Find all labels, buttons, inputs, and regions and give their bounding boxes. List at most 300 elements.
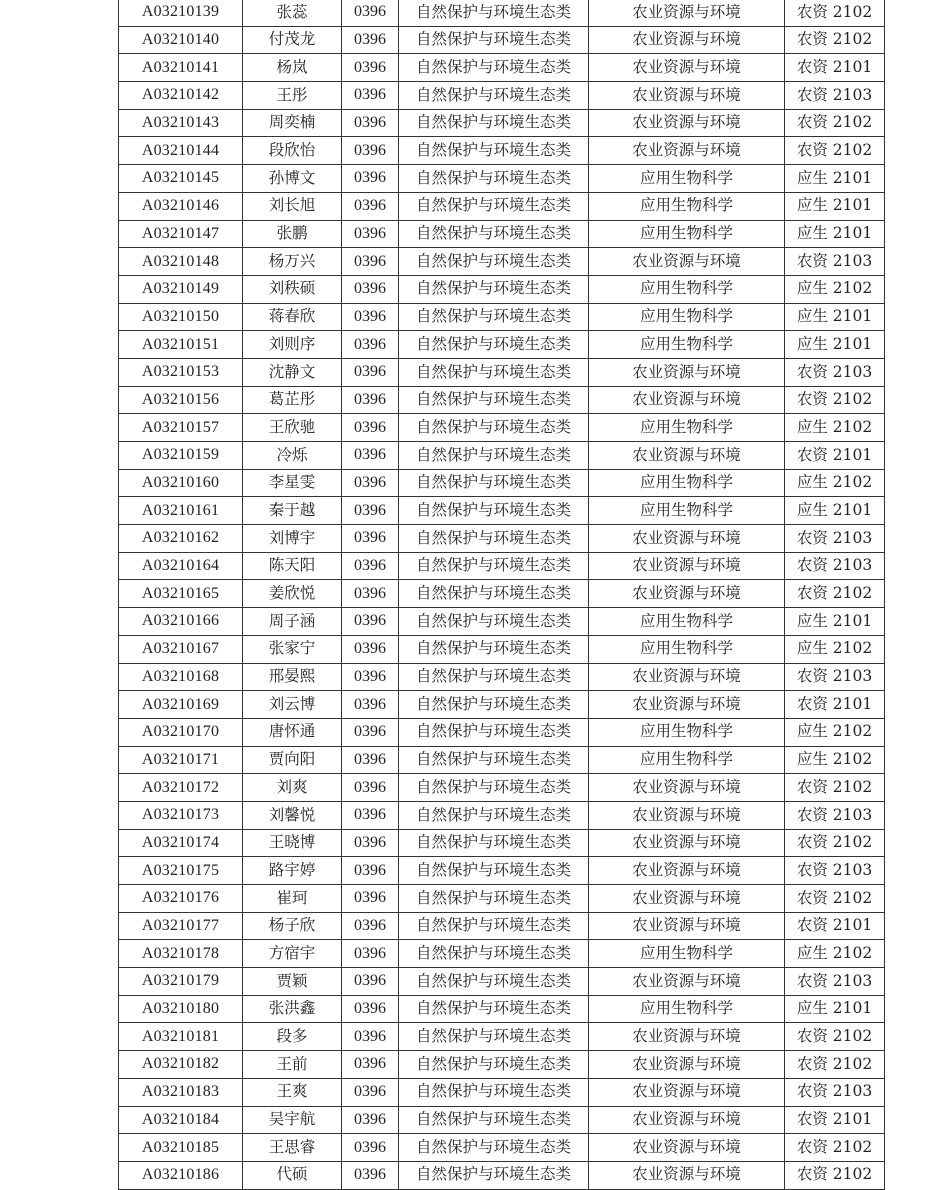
major-cell: 农业资源与环境 (589, 663, 785, 691)
student-id-cell: A03210141 (119, 54, 243, 82)
major-code-cell: 0396 (342, 995, 399, 1023)
category-cell: 自然保护与环境生态类 (399, 497, 589, 525)
category-cell: 自然保护与环境生态类 (399, 0, 589, 26)
class-cell: 应生 2102 (785, 414, 885, 442)
student-id-cell: A03210144 (119, 137, 243, 165)
student-name-cell: 段多 (243, 1023, 342, 1051)
student-name-cell: 吴宇航 (243, 1106, 342, 1134)
table-row (119, 774, 885, 802)
category-cell: 自然保护与环境生态类 (399, 635, 589, 663)
major-cell: 应用生物科学 (589, 469, 785, 497)
major-cell: 农业资源与环境 (589, 912, 785, 940)
class-cell: 应生 2101 (785, 165, 885, 193)
major-code-cell: 0396 (342, 608, 399, 636)
student-id-cell: A03210146 (119, 192, 243, 220)
class-cell: 农资 2103 (785, 525, 885, 553)
table-row (119, 442, 885, 470)
student-id-cell: A03210186 (119, 1161, 243, 1189)
student-name-cell: 刘博宇 (243, 525, 342, 553)
category-cell: 自然保护与环境生态类 (399, 1161, 589, 1189)
table-row (119, 275, 885, 303)
student-id-cell: A03210167 (119, 635, 243, 663)
student-id-cell: A03210184 (119, 1106, 243, 1134)
student-name-cell: 邢晏熙 (243, 663, 342, 691)
major-cell: 农业资源与环境 (589, 248, 785, 276)
class-cell: 应生 2102 (785, 275, 885, 303)
class-cell: 农资 2102 (785, 1051, 885, 1079)
table-row (119, 1134, 885, 1162)
class-cell: 应生 2101 (785, 303, 885, 331)
student-id-cell: A03210149 (119, 275, 243, 303)
category-cell: 自然保护与环境生态类 (399, 1051, 589, 1079)
class-cell: 农资 2102 (785, 0, 885, 26)
major-code-cell: 0396 (342, 525, 399, 553)
category-cell: 自然保护与环境生态类 (399, 109, 589, 137)
student-id-cell: A03210139 (119, 0, 243, 26)
table-row (119, 109, 885, 137)
class-cell: 农资 2102 (785, 774, 885, 802)
major-code-cell: 0396 (342, 1161, 399, 1189)
major-code-cell: 0396 (342, 442, 399, 470)
table-row (119, 192, 885, 220)
student-id-cell: A03210143 (119, 109, 243, 137)
student-name-cell: 周子涵 (243, 608, 342, 636)
category-cell: 自然保护与环境生态类 (399, 414, 589, 442)
table-row (119, 829, 885, 857)
major-code-cell: 0396 (342, 829, 399, 857)
student-name-cell: 沈静文 (243, 358, 342, 386)
table-row (119, 331, 885, 359)
category-cell: 自然保护与环境生态类 (399, 940, 589, 968)
student-name-cell: 刘长旭 (243, 192, 342, 220)
category-cell: 自然保护与环境生态类 (399, 995, 589, 1023)
major-code-cell: 0396 (342, 331, 399, 359)
category-cell: 自然保护与环境生态类 (399, 552, 589, 580)
major-cell: 农业资源与环境 (589, 580, 785, 608)
class-cell: 应生 2101 (785, 608, 885, 636)
student-id-cell: A03210185 (119, 1134, 243, 1162)
major-code-cell: 0396 (342, 386, 399, 414)
student-id-cell: A03210182 (119, 1051, 243, 1079)
student-id-cell: A03210173 (119, 801, 243, 829)
major-cell: 农业资源与环境 (589, 829, 785, 857)
table-row (119, 746, 885, 774)
student-id-cell: A03210159 (119, 442, 243, 470)
class-cell: 应生 2102 (785, 635, 885, 663)
class-cell: 农资 2103 (785, 1078, 885, 1106)
major-cell: 农业资源与环境 (589, 386, 785, 414)
major-cell: 农业资源与环境 (589, 109, 785, 137)
category-cell: 自然保护与环境生态类 (399, 1134, 589, 1162)
table-row (119, 414, 885, 442)
major-code-cell: 0396 (342, 857, 399, 885)
table-row (119, 303, 885, 331)
class-cell: 农资 2102 (785, 829, 885, 857)
table-row (119, 801, 885, 829)
student-id-cell: A03210156 (119, 386, 243, 414)
major-cell: 应用生物科学 (589, 718, 785, 746)
major-code-cell: 0396 (342, 0, 399, 26)
class-cell: 应生 2102 (785, 469, 885, 497)
major-cell: 应用生物科学 (589, 746, 785, 774)
class-cell: 农资 2101 (785, 54, 885, 82)
class-cell: 农资 2103 (785, 552, 885, 580)
class-cell: 农资 2103 (785, 857, 885, 885)
class-cell: 应生 2101 (785, 995, 885, 1023)
class-cell: 应生 2101 (785, 220, 885, 248)
category-cell: 自然保护与环境生态类 (399, 912, 589, 940)
major-code-cell: 0396 (342, 26, 399, 54)
student-name-cell: 王爽 (243, 1078, 342, 1106)
table-row (119, 1051, 885, 1079)
student-id-cell: A03210174 (119, 829, 243, 857)
major-code-cell: 0396 (342, 358, 399, 386)
table-row (119, 469, 885, 497)
major-cell: 农业资源与环境 (589, 1023, 785, 1051)
student-name-cell: 张鹏 (243, 220, 342, 248)
student-id-cell: A03210160 (119, 469, 243, 497)
category-cell: 自然保护与环境生态类 (399, 303, 589, 331)
major-code-cell: 0396 (342, 192, 399, 220)
category-cell: 自然保护与环境生态类 (399, 829, 589, 857)
category-cell: 自然保护与环境生态类 (399, 746, 589, 774)
student-id-cell: A03210147 (119, 220, 243, 248)
student-id-cell: A03210157 (119, 414, 243, 442)
table-row (119, 940, 885, 968)
student-id-cell: A03210176 (119, 885, 243, 913)
student-id-cell: A03210177 (119, 912, 243, 940)
table-row (119, 912, 885, 940)
student-name-cell: 路宇婷 (243, 857, 342, 885)
major-cell: 应用生物科学 (589, 608, 785, 636)
table-row (119, 0, 885, 26)
class-cell: 农资 2102 (785, 1023, 885, 1051)
category-cell: 自然保护与环境生态类 (399, 1106, 589, 1134)
class-cell: 农资 2102 (785, 26, 885, 54)
category-cell: 自然保护与环境生态类 (399, 663, 589, 691)
major-cell: 应用生物科学 (589, 220, 785, 248)
table-row (119, 1106, 885, 1134)
category-cell: 自然保护与环境生态类 (399, 220, 589, 248)
class-cell: 应生 2101 (785, 331, 885, 359)
category-cell: 自然保护与环境生态类 (399, 358, 589, 386)
student-name-cell: 方宿宇 (243, 940, 342, 968)
table-row (119, 358, 885, 386)
major-cell: 应用生物科学 (589, 497, 785, 525)
major-code-cell: 0396 (342, 1023, 399, 1051)
major-code-cell: 0396 (342, 552, 399, 580)
class-cell: 农资 2103 (785, 248, 885, 276)
major-code-cell: 0396 (342, 968, 399, 996)
student-name-cell: 姜欣悦 (243, 580, 342, 608)
class-cell: 农资 2102 (785, 137, 885, 165)
table-row (119, 525, 885, 553)
major-cell: 应用生物科学 (589, 192, 785, 220)
table-row (119, 857, 885, 885)
major-code-cell: 0396 (342, 220, 399, 248)
major-cell: 农业资源与环境 (589, 1134, 785, 1162)
class-cell: 应生 2102 (785, 940, 885, 968)
class-cell: 农资 2103 (785, 968, 885, 996)
major-code-cell: 0396 (342, 248, 399, 276)
major-cell: 应用生物科学 (589, 414, 785, 442)
category-cell: 自然保护与环境生态类 (399, 275, 589, 303)
category-cell: 自然保护与环境生态类 (399, 248, 589, 276)
table-row (119, 386, 885, 414)
student-id-cell: A03210169 (119, 691, 243, 719)
category-cell: 自然保护与环境生态类 (399, 691, 589, 719)
student-name-cell: 杨子欣 (243, 912, 342, 940)
category-cell: 自然保护与环境生态类 (399, 857, 589, 885)
table-row (119, 608, 885, 636)
major-code-cell: 0396 (342, 414, 399, 442)
major-code-cell: 0396 (342, 912, 399, 940)
category-cell: 自然保护与环境生态类 (399, 885, 589, 913)
table-row (119, 718, 885, 746)
student-name-cell: 杨岚 (243, 54, 342, 82)
student-id-cell: A03210168 (119, 663, 243, 691)
class-cell: 农资 2101 (785, 691, 885, 719)
table-row (119, 885, 885, 913)
category-cell: 自然保护与环境生态类 (399, 1023, 589, 1051)
student-id-cell: A03210145 (119, 165, 243, 193)
table-row (119, 1023, 885, 1051)
major-code-cell: 0396 (342, 497, 399, 525)
category-cell: 自然保护与环境生态类 (399, 165, 589, 193)
student-id-cell: A03210172 (119, 774, 243, 802)
student-name-cell: 崔珂 (243, 885, 342, 913)
category-cell: 自然保护与环境生态类 (399, 82, 589, 110)
class-cell: 农资 2103 (785, 663, 885, 691)
student-id-cell: A03210170 (119, 718, 243, 746)
category-cell: 自然保护与环境生态类 (399, 137, 589, 165)
table-row (119, 995, 885, 1023)
major-code-cell: 0396 (342, 663, 399, 691)
major-cell: 农业资源与环境 (589, 1161, 785, 1189)
category-cell: 自然保护与环境生态类 (399, 26, 589, 54)
table-row (119, 1161, 885, 1189)
major-cell: 农业资源与环境 (589, 857, 785, 885)
major-cell: 农业资源与环境 (589, 525, 785, 553)
student-id-cell: A03210179 (119, 968, 243, 996)
student-name-cell: 周奕楠 (243, 109, 342, 137)
class-cell: 农资 2102 (785, 1161, 885, 1189)
category-cell: 自然保护与环境生态类 (399, 580, 589, 608)
class-cell: 农资 2103 (785, 801, 885, 829)
major-code-cell: 0396 (342, 746, 399, 774)
table-row (119, 54, 885, 82)
major-cell: 应用生物科学 (589, 165, 785, 193)
table-row (119, 165, 885, 193)
major-code-cell: 0396 (342, 165, 399, 193)
student-name-cell: 陈天阳 (243, 552, 342, 580)
student-id-cell: A03210171 (119, 746, 243, 774)
major-code-cell: 0396 (342, 275, 399, 303)
student-name-cell: 代硕 (243, 1161, 342, 1189)
class-cell: 应生 2102 (785, 718, 885, 746)
student-name-cell: 孙博文 (243, 165, 342, 193)
table-row (119, 691, 885, 719)
major-cell: 农业资源与环境 (589, 82, 785, 110)
major-cell: 应用生物科学 (589, 303, 785, 331)
major-cell: 应用生物科学 (589, 995, 785, 1023)
category-cell: 自然保护与环境生态类 (399, 608, 589, 636)
table-body (119, 0, 885, 1189)
student-name-cell: 王彤 (243, 82, 342, 110)
student-name-cell: 张家宁 (243, 635, 342, 663)
student-id-cell: A03210164 (119, 552, 243, 580)
table-row (119, 137, 885, 165)
student-table (118, 0, 885, 1190)
student-name-cell: 张蕊 (243, 0, 342, 26)
major-cell: 农业资源与环境 (589, 1051, 785, 1079)
student-id-cell: A03210151 (119, 331, 243, 359)
major-code-cell: 0396 (342, 54, 399, 82)
category-cell: 自然保护与环境生态类 (399, 192, 589, 220)
class-cell: 农资 2102 (785, 109, 885, 137)
student-id-cell: A03210148 (119, 248, 243, 276)
major-code-cell: 0396 (342, 1078, 399, 1106)
major-code-cell: 0396 (342, 1134, 399, 1162)
student-name-cell: 王前 (243, 1051, 342, 1079)
major-code-cell: 0396 (342, 1051, 399, 1079)
student-name-cell: 冷烁 (243, 442, 342, 470)
class-cell: 农资 2101 (785, 912, 885, 940)
table-row (119, 968, 885, 996)
category-cell: 自然保护与环境生态类 (399, 331, 589, 359)
class-cell: 应生 2102 (785, 746, 885, 774)
table-row (119, 552, 885, 580)
major-cell: 农业资源与环境 (589, 885, 785, 913)
major-cell: 农业资源与环境 (589, 137, 785, 165)
student-id-cell: A03210183 (119, 1078, 243, 1106)
major-cell: 应用生物科学 (589, 331, 785, 359)
class-cell: 农资 2101 (785, 1106, 885, 1134)
major-cell: 农业资源与环境 (589, 442, 785, 470)
major-cell: 农业资源与环境 (589, 0, 785, 26)
major-code-cell: 0396 (342, 1106, 399, 1134)
student-id-cell: A03210180 (119, 995, 243, 1023)
student-id-cell: A03210166 (119, 608, 243, 636)
category-cell: 自然保护与环境生态类 (399, 54, 589, 82)
student-name-cell: 张洪鑫 (243, 995, 342, 1023)
student-name-cell: 李星雯 (243, 469, 342, 497)
table-row (119, 663, 885, 691)
student-name-cell: 刘云博 (243, 691, 342, 719)
student-name-cell: 王思睿 (243, 1134, 342, 1162)
class-cell: 应生 2101 (785, 497, 885, 525)
student-name-cell: 唐怀通 (243, 718, 342, 746)
major-code-cell: 0396 (342, 469, 399, 497)
major-code-cell: 0396 (342, 635, 399, 663)
major-cell: 应用生物科学 (589, 940, 785, 968)
student-name-cell: 杨万兴 (243, 248, 342, 276)
category-cell: 自然保护与环境生态类 (399, 469, 589, 497)
student-name-cell: 贾向阳 (243, 746, 342, 774)
major-code-cell: 0396 (342, 940, 399, 968)
table-row (119, 26, 885, 54)
major-code-cell: 0396 (342, 303, 399, 331)
student-name-cell: 王欣驰 (243, 414, 342, 442)
student-name-cell: 刘秩硕 (243, 275, 342, 303)
table-row (119, 635, 885, 663)
category-cell: 自然保护与环境生态类 (399, 801, 589, 829)
major-cell: 应用生物科学 (589, 635, 785, 663)
major-cell: 农业资源与环境 (589, 691, 785, 719)
major-cell: 农业资源与环境 (589, 1106, 785, 1134)
class-cell: 农资 2103 (785, 82, 885, 110)
class-cell: 农资 2102 (785, 885, 885, 913)
student-id-cell: A03210161 (119, 497, 243, 525)
major-cell: 农业资源与环境 (589, 1078, 785, 1106)
student-id-cell: A03210165 (119, 580, 243, 608)
major-cell: 农业资源与环境 (589, 26, 785, 54)
class-cell: 农资 2102 (785, 1134, 885, 1162)
student-id-cell: A03210162 (119, 525, 243, 553)
major-cell: 农业资源与环境 (589, 801, 785, 829)
student-table-sheet (118, 0, 884, 1190)
student-name-cell: 蒋春欣 (243, 303, 342, 331)
table-row (119, 497, 885, 525)
student-id-cell: A03210150 (119, 303, 243, 331)
category-cell: 自然保护与环境生态类 (399, 718, 589, 746)
table-row (119, 580, 885, 608)
class-cell: 农资 2102 (785, 386, 885, 414)
student-name-cell: 王晓博 (243, 829, 342, 857)
major-cell: 应用生物科学 (589, 275, 785, 303)
student-name-cell: 葛芷彤 (243, 386, 342, 414)
major-code-cell: 0396 (342, 774, 399, 802)
major-code-cell: 0396 (342, 580, 399, 608)
category-cell: 自然保护与环境生态类 (399, 386, 589, 414)
category-cell: 自然保护与环境生态类 (399, 1078, 589, 1106)
category-cell: 自然保护与环境生态类 (399, 525, 589, 553)
major-code-cell: 0396 (342, 691, 399, 719)
class-cell: 应生 2101 (785, 192, 885, 220)
major-cell: 农业资源与环境 (589, 54, 785, 82)
student-name-cell: 付茂龙 (243, 26, 342, 54)
student-name-cell: 刘爽 (243, 774, 342, 802)
student-id-cell: A03210140 (119, 26, 243, 54)
class-cell: 农资 2103 (785, 358, 885, 386)
student-name-cell: 贾颖 (243, 968, 342, 996)
student-name-cell: 刘馨悦 (243, 801, 342, 829)
table-row (119, 220, 885, 248)
table-row (119, 1078, 885, 1106)
major-cell: 农业资源与环境 (589, 358, 785, 386)
category-cell: 自然保护与环境生态类 (399, 442, 589, 470)
class-cell: 农资 2102 (785, 580, 885, 608)
major-code-cell: 0396 (342, 137, 399, 165)
class-cell: 农资 2101 (785, 442, 885, 470)
student-id-cell: A03210175 (119, 857, 243, 885)
major-cell: 农业资源与环境 (589, 552, 785, 580)
major-cell: 农业资源与环境 (589, 774, 785, 802)
student-id-cell: A03210153 (119, 358, 243, 386)
student-id-cell: A03210142 (119, 82, 243, 110)
student-name-cell: 秦于越 (243, 497, 342, 525)
student-name-cell: 刘则序 (243, 331, 342, 359)
category-cell: 自然保护与环境生态类 (399, 774, 589, 802)
major-code-cell: 0396 (342, 718, 399, 746)
major-code-cell: 0396 (342, 885, 399, 913)
major-code-cell: 0396 (342, 82, 399, 110)
student-name-cell: 段欣怡 (243, 137, 342, 165)
table-row (119, 82, 885, 110)
table-row (119, 248, 885, 276)
student-id-cell: A03210181 (119, 1023, 243, 1051)
major-code-cell: 0396 (342, 801, 399, 829)
